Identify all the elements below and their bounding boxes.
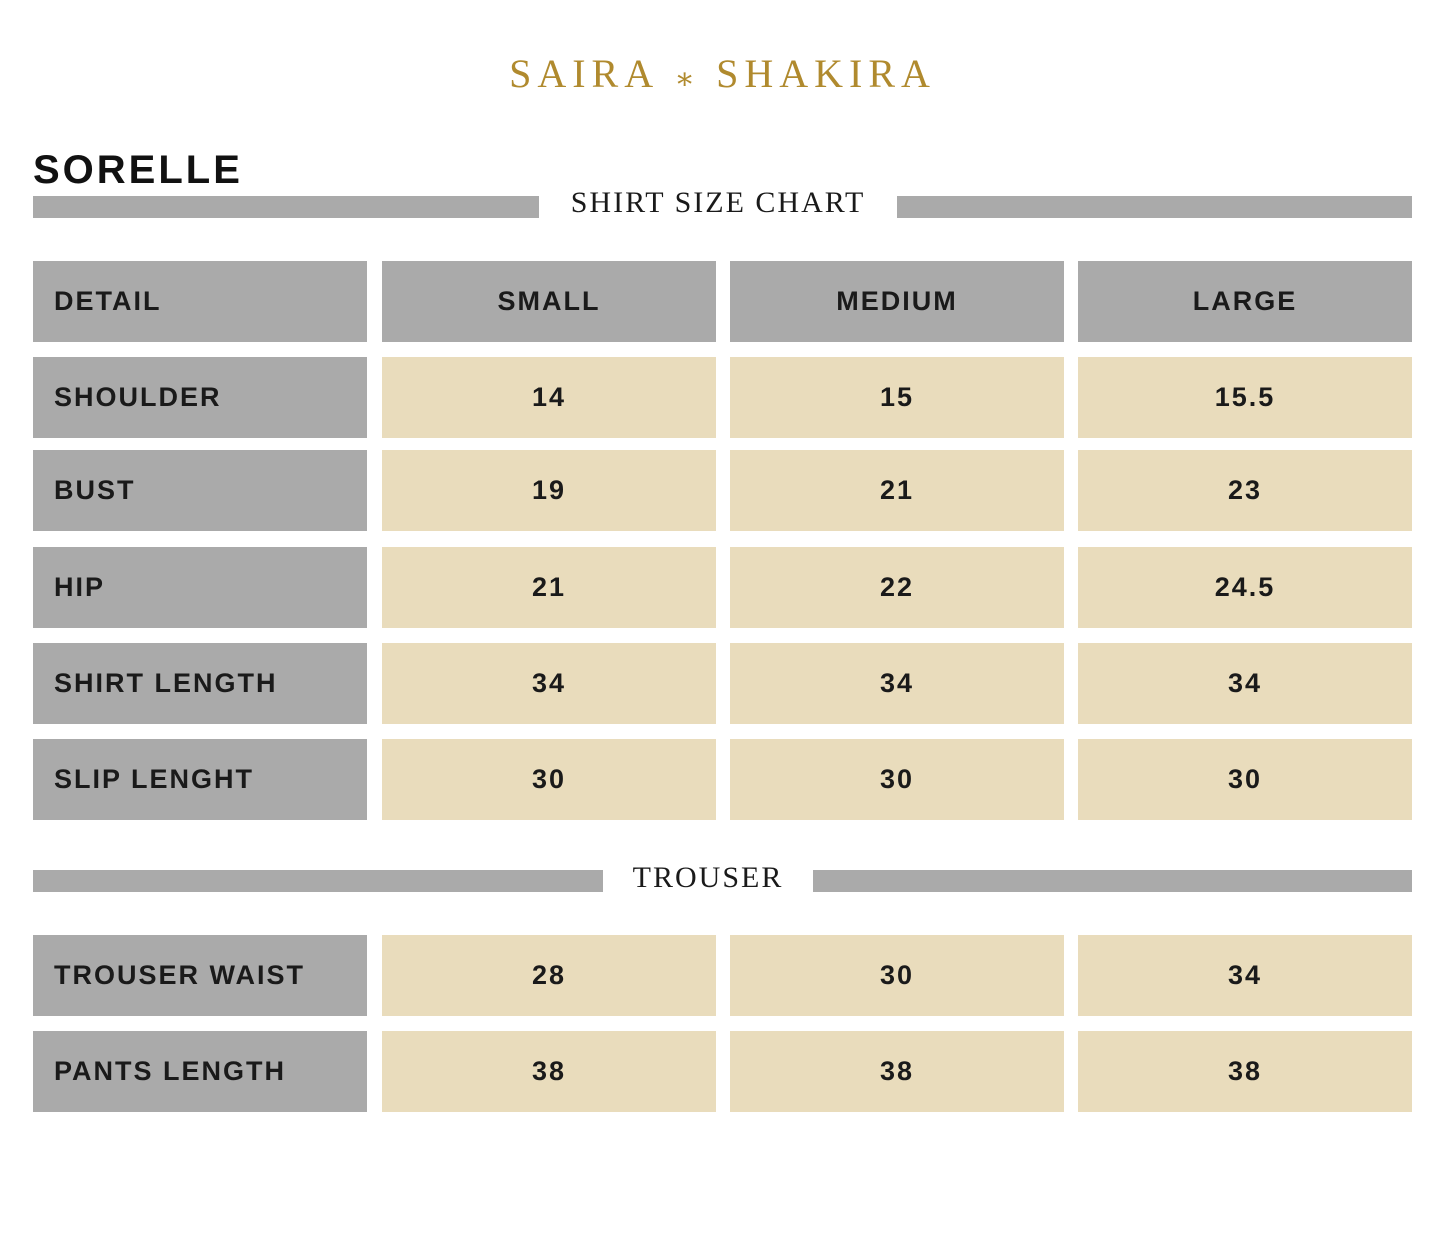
header-large: LARGE: [1078, 261, 1412, 342]
trouser-section-title: TROUSER: [632, 861, 784, 894]
shirt-divider-right: [897, 196, 1412, 218]
row-label: BUST: [33, 450, 367, 531]
cell-value: 14: [382, 357, 716, 438]
shirt-section-title: SHIRT SIZE CHART: [570, 186, 866, 219]
header-medium: MEDIUM: [730, 261, 1064, 342]
cell-value: 19: [382, 450, 716, 531]
header-detail: DETAIL: [33, 261, 367, 342]
cell-value: 28: [382, 935, 716, 1016]
trouser-divider-left: [33, 870, 603, 892]
cell-value: 15.5: [1078, 357, 1412, 438]
cell-value: 34: [1078, 643, 1412, 724]
cell-value: 15: [730, 357, 1064, 438]
cell-value: 38: [382, 1031, 716, 1112]
brand-name-left: SAIRA: [509, 51, 660, 96]
row-label: TROUSER WAIST: [33, 935, 367, 1016]
cell-value: 38: [730, 1031, 1064, 1112]
cell-value: 38: [1078, 1031, 1412, 1112]
cell-value: 30: [730, 935, 1064, 1016]
brand-logo: [0, 50, 1445, 100]
row-label: HIP: [33, 547, 367, 628]
cell-value: 34: [730, 643, 1064, 724]
row-label: PANTS LENGTH: [33, 1031, 367, 1112]
row-label: SHIRT LENGTH: [33, 643, 367, 724]
brand-name-right: SHAKIRA: [716, 51, 936, 96]
brand-separator-icon: ⁎: [677, 59, 699, 92]
cell-value: 23: [1078, 450, 1412, 531]
cell-value: 24.5: [1078, 547, 1412, 628]
shirt-divider-left: [33, 196, 539, 218]
row-label: SLIP LENGHT: [33, 739, 367, 820]
cell-value: 21: [382, 547, 716, 628]
cell-value: 30: [730, 739, 1064, 820]
cell-value: 34: [382, 643, 716, 724]
cell-value: 34: [1078, 935, 1412, 1016]
cell-value: 30: [382, 739, 716, 820]
row-label: SHOULDER: [33, 357, 367, 438]
cell-value: 21: [730, 450, 1064, 531]
collection-title: SORELLE: [33, 148, 243, 192]
header-small: SMALL: [382, 261, 716, 342]
cell-value: 22: [730, 547, 1064, 628]
trouser-divider-right: [813, 870, 1412, 892]
cell-value: 30: [1078, 739, 1412, 820]
